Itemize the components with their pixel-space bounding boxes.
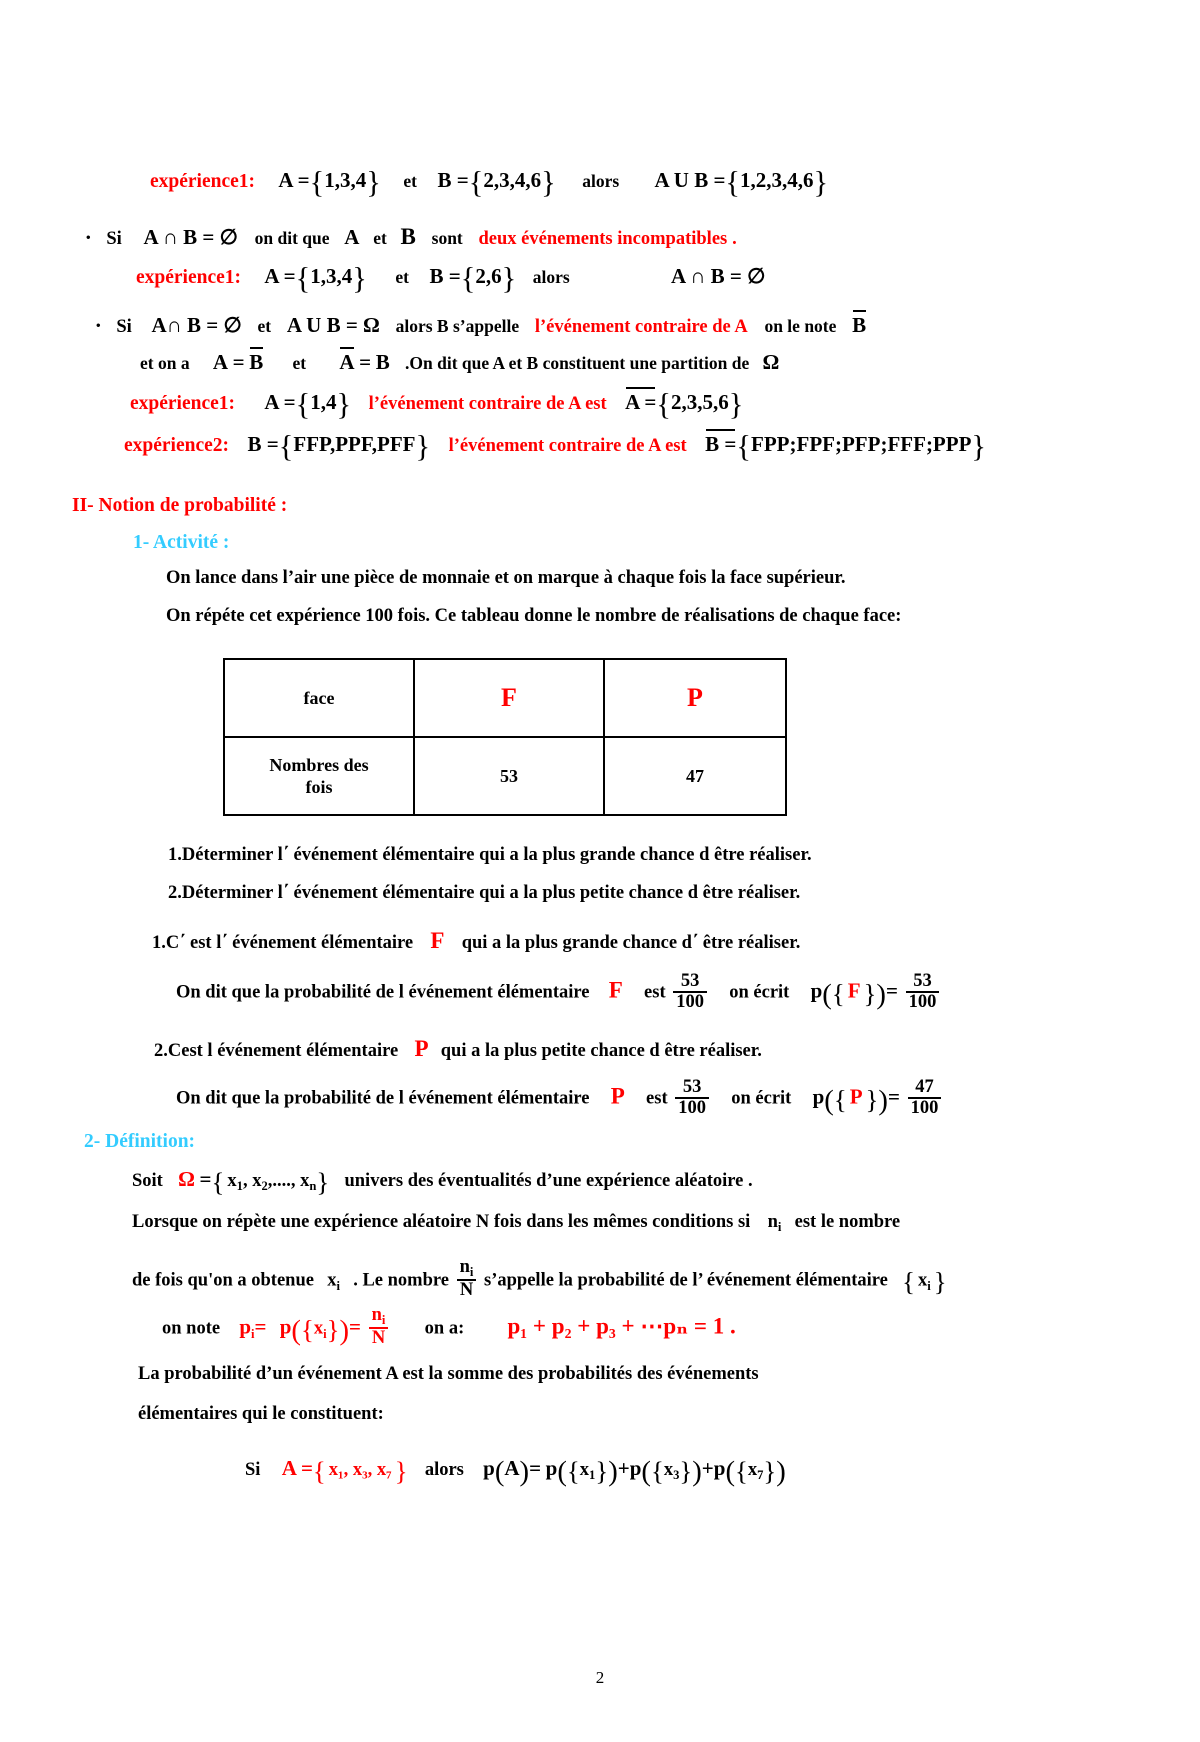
definition-ona: on a: <box>424 1318 465 1339</box>
definition-pa-arg: A <box>504 1456 520 1480</box>
contraire-si: Si <box>116 317 132 337</box>
definition-p-function: p <box>279 1314 292 1339</box>
union-result-set: 1,2,3,4,6 <box>740 168 814 192</box>
definition-p-frac-den: N <box>369 1327 389 1348</box>
partition-prefix: et on a <box>140 353 190 373</box>
exp2-bbar-prefix: B = <box>705 432 737 456</box>
bullet-dot-icon: • <box>96 317 101 333</box>
union-set-a-prefix: A = <box>278 168 310 192</box>
inter-set-a-prefix: A = <box>264 264 296 288</box>
union-conjunction: et <box>403 171 417 191</box>
definition-alors: alors <box>424 1460 464 1480</box>
definition-frac-num-sub: i <box>469 1265 474 1280</box>
definition-set-xi: x <box>918 1270 928 1291</box>
definition-p-frac-num-n: n <box>371 1305 382 1325</box>
answer-2-probability-line: On dit que la probabilité de l événement élémentaire P est $\frac{53}{100}$ on écrit p({ P })= $\frac{47}{100}$ <box>176 1078 944 1118</box>
intersection-example-label: expérience1: <box>136 267 242 288</box>
inter-alors: alors <box>532 267 570 287</box>
question-1: 1.Déterminer l΄ événement élémentaire qui a la plus grande chance d être réaliser. <box>168 845 812 865</box>
partition-eq1-eq: = <box>232 350 245 374</box>
union-alors: alors <box>582 171 620 191</box>
incompatible-condition: A ∩ B = ∅ <box>143 225 238 249</box>
partition-et: et <box>292 353 307 373</box>
exp1-contraire-label: expérience1: <box>130 393 236 414</box>
definition-si: Si <box>245 1460 261 1480</box>
answer-2-frac-num: 53 <box>682 1077 702 1097</box>
definition-ni-sub: i <box>777 1220 782 1235</box>
definition-ni: n <box>767 1212 778 1232</box>
answer-1-mark-f: F <box>430 928 445 953</box>
partition-line <box>140 350 779 375</box>
table-row <box>224 659 786 737</box>
definition-p-frac-num <box>369 1306 389 1327</box>
exp2-bbar-set: FPP;FPF;PFP;FFF;PPP <box>751 432 972 456</box>
row-label-line-1: Nombres des <box>269 754 369 775</box>
answer-1-result-den: 100 <box>906 991 940 1012</box>
inter-set-b: 2,6 <box>475 264 502 288</box>
contraire-b-bar: B <box>852 313 867 337</box>
definition-term-3-x: x <box>663 1460 674 1480</box>
definition-term-7-x: x <box>747 1460 758 1480</box>
definition-line-1: Soit Ω ={ $x_1$, $x_2$,...., $x_n$} univers des éventualités d’une expérience aléatoire . <box>132 1166 753 1197</box>
contraire-et: et <box>257 316 272 336</box>
answer-1-probability-line: On dit que la probabilité de l événement élémentaire F est $\frac{53}{100}$ on écrit p({ F })= $\frac{53}{100}$ <box>176 972 942 1012</box>
partition-eq2-abar: A <box>339 350 355 374</box>
answer-1-before: 1.C΄ est l΄ événement élémentaire <box>152 933 414 953</box>
definition-line-5: La probabilité d’un événement A est la somme des probabilités des événements <box>138 1364 759 1384</box>
definition-term-3-p: p <box>629 1456 642 1480</box>
definition-p-function-x-sub: i <box>323 1326 327 1341</box>
answer-1-p-symbol: p <box>810 978 823 1003</box>
union-example-label: expérience1: <box>150 171 256 192</box>
answer-2-result-fraction <box>908 1078 942 1118</box>
definition-line-2-a: Lorsque on répète une expérience aléatoire N fois dans les mêmes conditions si <box>132 1212 751 1232</box>
answer-1-equals: = <box>885 978 898 1003</box>
definition-line-2-b: est le nombre <box>794 1212 901 1232</box>
definition-a-set: x₁, x₃, x₇ <box>328 1460 392 1480</box>
definition-line-3-c: s’appelle la probabilité de l’ événement élémentaire <box>484 1270 888 1291</box>
answer-1-onecrit: on écrit <box>729 982 790 1003</box>
exp2-contraire-text: l’événement contraire de A est <box>448 436 687 456</box>
answer-1-pexpr-mark-f: F <box>847 978 861 1003</box>
answer-2-after: qui a la plus petite chance d être réaliser. <box>440 1041 762 1061</box>
exp2-set-b-prefix: B = <box>247 432 279 456</box>
contraire-highlight: l’événement contraire de A <box>534 317 748 337</box>
answer-1-result-num: 53 <box>913 971 932 991</box>
answer-2-p-symbol: p <box>812 1084 825 1109</box>
definition-xi: x <box>327 1270 337 1291</box>
definition-a-equals: A = <box>281 1456 313 1480</box>
page-number: 2 <box>595 1668 605 1687</box>
union-set-a: 1,3,4 <box>324 168 367 192</box>
definition-line-3-a: de fois qu'on a obtenue <box>132 1270 314 1291</box>
definition-term-3-sub: 3 <box>673 1468 680 1483</box>
definition-frac-num-n: n <box>459 1257 470 1277</box>
definition-p-i-sub: i <box>251 1326 255 1341</box>
exp1-contraire-line: expérience1: A ={1,4} l’événement contraire de A est A ={2,3,5,6} <box>130 387 744 422</box>
definition-soit: Soit <box>132 1171 163 1191</box>
definition-line-1-tail: univers des éventualités d’une expérience aléatoire . <box>344 1171 753 1191</box>
face-table-count-p: 47 <box>604 737 786 815</box>
face-table-header-f: F <box>414 659 604 737</box>
answer-1-result-fraction <box>906 972 940 1012</box>
face-table-count-f: 53 <box>414 737 604 815</box>
definition-p-function-x: x <box>313 1318 324 1339</box>
face-table-row-label <box>224 737 414 815</box>
exp1-contraire-text: l’événement contraire de A est <box>368 394 607 414</box>
definition-dots: ,...., x <box>267 1171 310 1191</box>
definition-omega: Ω <box>178 1167 195 1191</box>
partition-eq2-b: B <box>375 350 390 374</box>
contraire-text1: alors B s’appelle <box>395 316 520 336</box>
definition-term-1-x: x <box>579 1460 590 1480</box>
answer-1-frac-den: 100 <box>673 991 707 1012</box>
answer-2-onecrit: on écrit <box>731 1088 792 1109</box>
inter-conjunction: et <box>395 267 409 287</box>
face-table-header-label: face <box>224 659 414 737</box>
exp2-contraire-label: expérience2: <box>124 435 230 456</box>
definition-x1-sub: 1 <box>236 1179 243 1194</box>
definition-onnote: on note <box>162 1318 221 1339</box>
activite-paragraph-2: On répéte cet expérience 100 fois. Ce tableau donne le nombre de réalisations de chaque face: <box>166 606 902 626</box>
definition-set-xi-sub: i <box>927 1278 931 1293</box>
definition-eq: = <box>199 1167 212 1191</box>
subsection-activite-title: 1- Activité : <box>133 532 230 553</box>
exp2-set-b: FFP,PPF,PFF <box>293 432 416 456</box>
definition-p-i: p <box>239 1314 252 1339</box>
row-label-line-2: fois <box>305 777 333 797</box>
incompatible-period: . <box>732 229 737 249</box>
incompatible-highlight: deux événements incompatibles <box>478 229 728 249</box>
answer-1-est: est <box>644 982 666 1003</box>
incompatible-text1: on dit que <box>254 228 330 248</box>
definition-p-fraction <box>369 1306 389 1348</box>
definition-xn-sub: n <box>309 1179 317 1194</box>
union-set-b: 2,3,4,6 <box>483 168 542 192</box>
definition-frac-num <box>457 1258 477 1279</box>
answer-1-frac-num: 53 <box>680 971 700 991</box>
definition-ni-over-n <box>457 1258 477 1300</box>
answer-1-line <box>152 928 800 954</box>
contraire-text2: on le note <box>764 316 837 336</box>
section-ii-title: II- Notion de probabilité : <box>72 495 288 516</box>
contraire-cond1: A∩ B = ∅ <box>151 313 242 337</box>
definition-term-1-p: p <box>545 1456 558 1480</box>
union-set-b-prefix: B = <box>437 168 469 192</box>
answer-2-result-den: 100 <box>908 1097 942 1118</box>
contraire-cond2: A U B = Ω <box>286 313 380 337</box>
partition-eq1-a: A <box>212 350 228 374</box>
definition-p-frac-num-sub: i <box>381 1313 386 1328</box>
answer-2-before: 2.Cest l événement élémentaire <box>154 1041 399 1061</box>
definition-p-function-eq: = <box>349 1314 361 1339</box>
exp1-set-a-prefix: A = <box>264 390 296 414</box>
definition-line-7: Si A ={ x₁, x₃, x₇ } alors $p(A)= p(\{x_1\})+p(\{x_3\})+p(\{x_7\})$ <box>245 1455 786 1488</box>
partition-eq1-bbar: B <box>249 350 264 374</box>
incompatible-si: Si <box>106 229 122 249</box>
intersection-example-line: expérience1: A ={1,3,4} et B ={2,6} alors A ∩ B = ∅ <box>136 261 766 296</box>
inter-result: A ∩ B = ∅ <box>671 264 766 288</box>
answer-1-prob-mark-f: F <box>608 977 623 1003</box>
face-table-wrapper <box>223 658 787 816</box>
definition-xi-sub: i <box>336 1278 340 1293</box>
definition-plus-2: + <box>701 1456 714 1480</box>
definition-pa-eq: = <box>529 1456 542 1480</box>
answer-2-prob-before: On dit que la probabilité de l événement élémentaire <box>176 1088 590 1109</box>
exp2-contraire-line: expérience2: B ={FFP,PPF,PFF} l’événement contraire de A est B ={FPP;FPF;PFP;FFF;PPP} <box>124 429 987 464</box>
definition-p-i-eq: = <box>254 1314 267 1339</box>
partition-omega: Ω <box>762 350 780 374</box>
subsection-definition-title: 2- Définition: <box>84 1131 196 1152</box>
union-result-prefix: A U B = <box>654 168 726 192</box>
answer-2-frac-den: 100 <box>675 1097 709 1118</box>
answer-2-equals: = <box>887 1084 900 1109</box>
table-row <box>224 737 786 815</box>
definition-line-6: élémentaires qui le constituent: <box>138 1404 384 1424</box>
exp1-abar-prefix: A = <box>625 390 657 414</box>
answer-2-line <box>154 1036 762 1062</box>
incompatible-et: et <box>373 228 387 248</box>
inter-set-b-prefix: B = <box>429 264 461 288</box>
answer-2-pexpr-mark-p: P <box>849 1084 863 1109</box>
definition-x2-sub: 2 <box>261 1179 268 1194</box>
answer-1-after: qui a la plus grande chance d΄ être réaliser. <box>461 933 801 953</box>
answer-1-fraction <box>673 972 707 1012</box>
incompatible-b: B <box>400 224 416 249</box>
bullet-incompatible-line <box>86 224 737 250</box>
answer-1-prob-before: On dit que la probabilité de l événement élémentaire <box>176 982 590 1003</box>
inter-set-a: 1,3,4 <box>310 264 353 288</box>
definition-line-2 <box>132 1212 900 1235</box>
answer-2-fraction <box>675 1078 709 1118</box>
answer-2-result-num: 47 <box>915 1077 934 1097</box>
bullet-contraire-line <box>96 313 866 338</box>
answer-2-est: est <box>646 1088 668 1109</box>
question-2: 2.Déterminer l΄ événement élémentaire qui a la plus petite chance d être réaliser. <box>168 883 801 903</box>
bullet-dot-icon: • <box>86 229 91 245</box>
definition-term-7-p: p <box>713 1456 726 1480</box>
definition-plus-1: + <box>617 1456 630 1480</box>
definition-line-3: de fois qu'on a obtenue $x_i$ . Le nombre $\frac{n_i}{N}$ s’appelle la probabilité de l’ événement élémentaire { $x_i$ } <box>132 1257 947 1301</box>
exp1-abar-set: 2,3,5,6 <box>671 390 729 414</box>
union-example-line: expérience1: A ={1,3,4} et B ={2,3,4,6} alors A U B ={1,2,3,4,6} <box>150 165 829 200</box>
incompatible-text2: sont <box>431 228 463 248</box>
exp1-set-a: 1,4 <box>310 390 337 414</box>
incompatible-a: A <box>344 225 360 249</box>
definition-term-7-sub: 7 <box>757 1468 764 1483</box>
definition-line-4: on note $p_i= p(\{x_i\})=$ $\frac{n_i}{N}$ on a: p₁ + p₂ + p₃ + ⋯pₙ = 1 . <box>162 1305 736 1349</box>
definition-term-1-sub: 1 <box>589 1468 596 1483</box>
definition-pa-symbol: p <box>483 1456 495 1480</box>
definition-comma-1: , x <box>242 1171 262 1191</box>
definition-frac-den: N <box>457 1279 477 1300</box>
definition-x1: x <box>227 1171 237 1191</box>
answer-2-mark-p: P <box>414 1036 429 1061</box>
partition-eq2-eq: = <box>359 350 372 374</box>
partition-text: .On dit que A et B constituent une partition de <box>405 353 750 373</box>
definition-sum-equation: p₁ + p₂ + p₃ + ⋯pₙ = 1 . <box>507 1313 736 1339</box>
face-table-header-p: P <box>604 659 786 737</box>
definition-line-3-b: . Le nombre <box>353 1270 449 1291</box>
face-table <box>223 658 787 816</box>
activite-paragraph-1: On lance dans l’air une pièce de monnaie et on marque à chaque fois la face supérieur. <box>166 568 846 588</box>
answer-2-prob-mark-p: P <box>610 1083 625 1109</box>
